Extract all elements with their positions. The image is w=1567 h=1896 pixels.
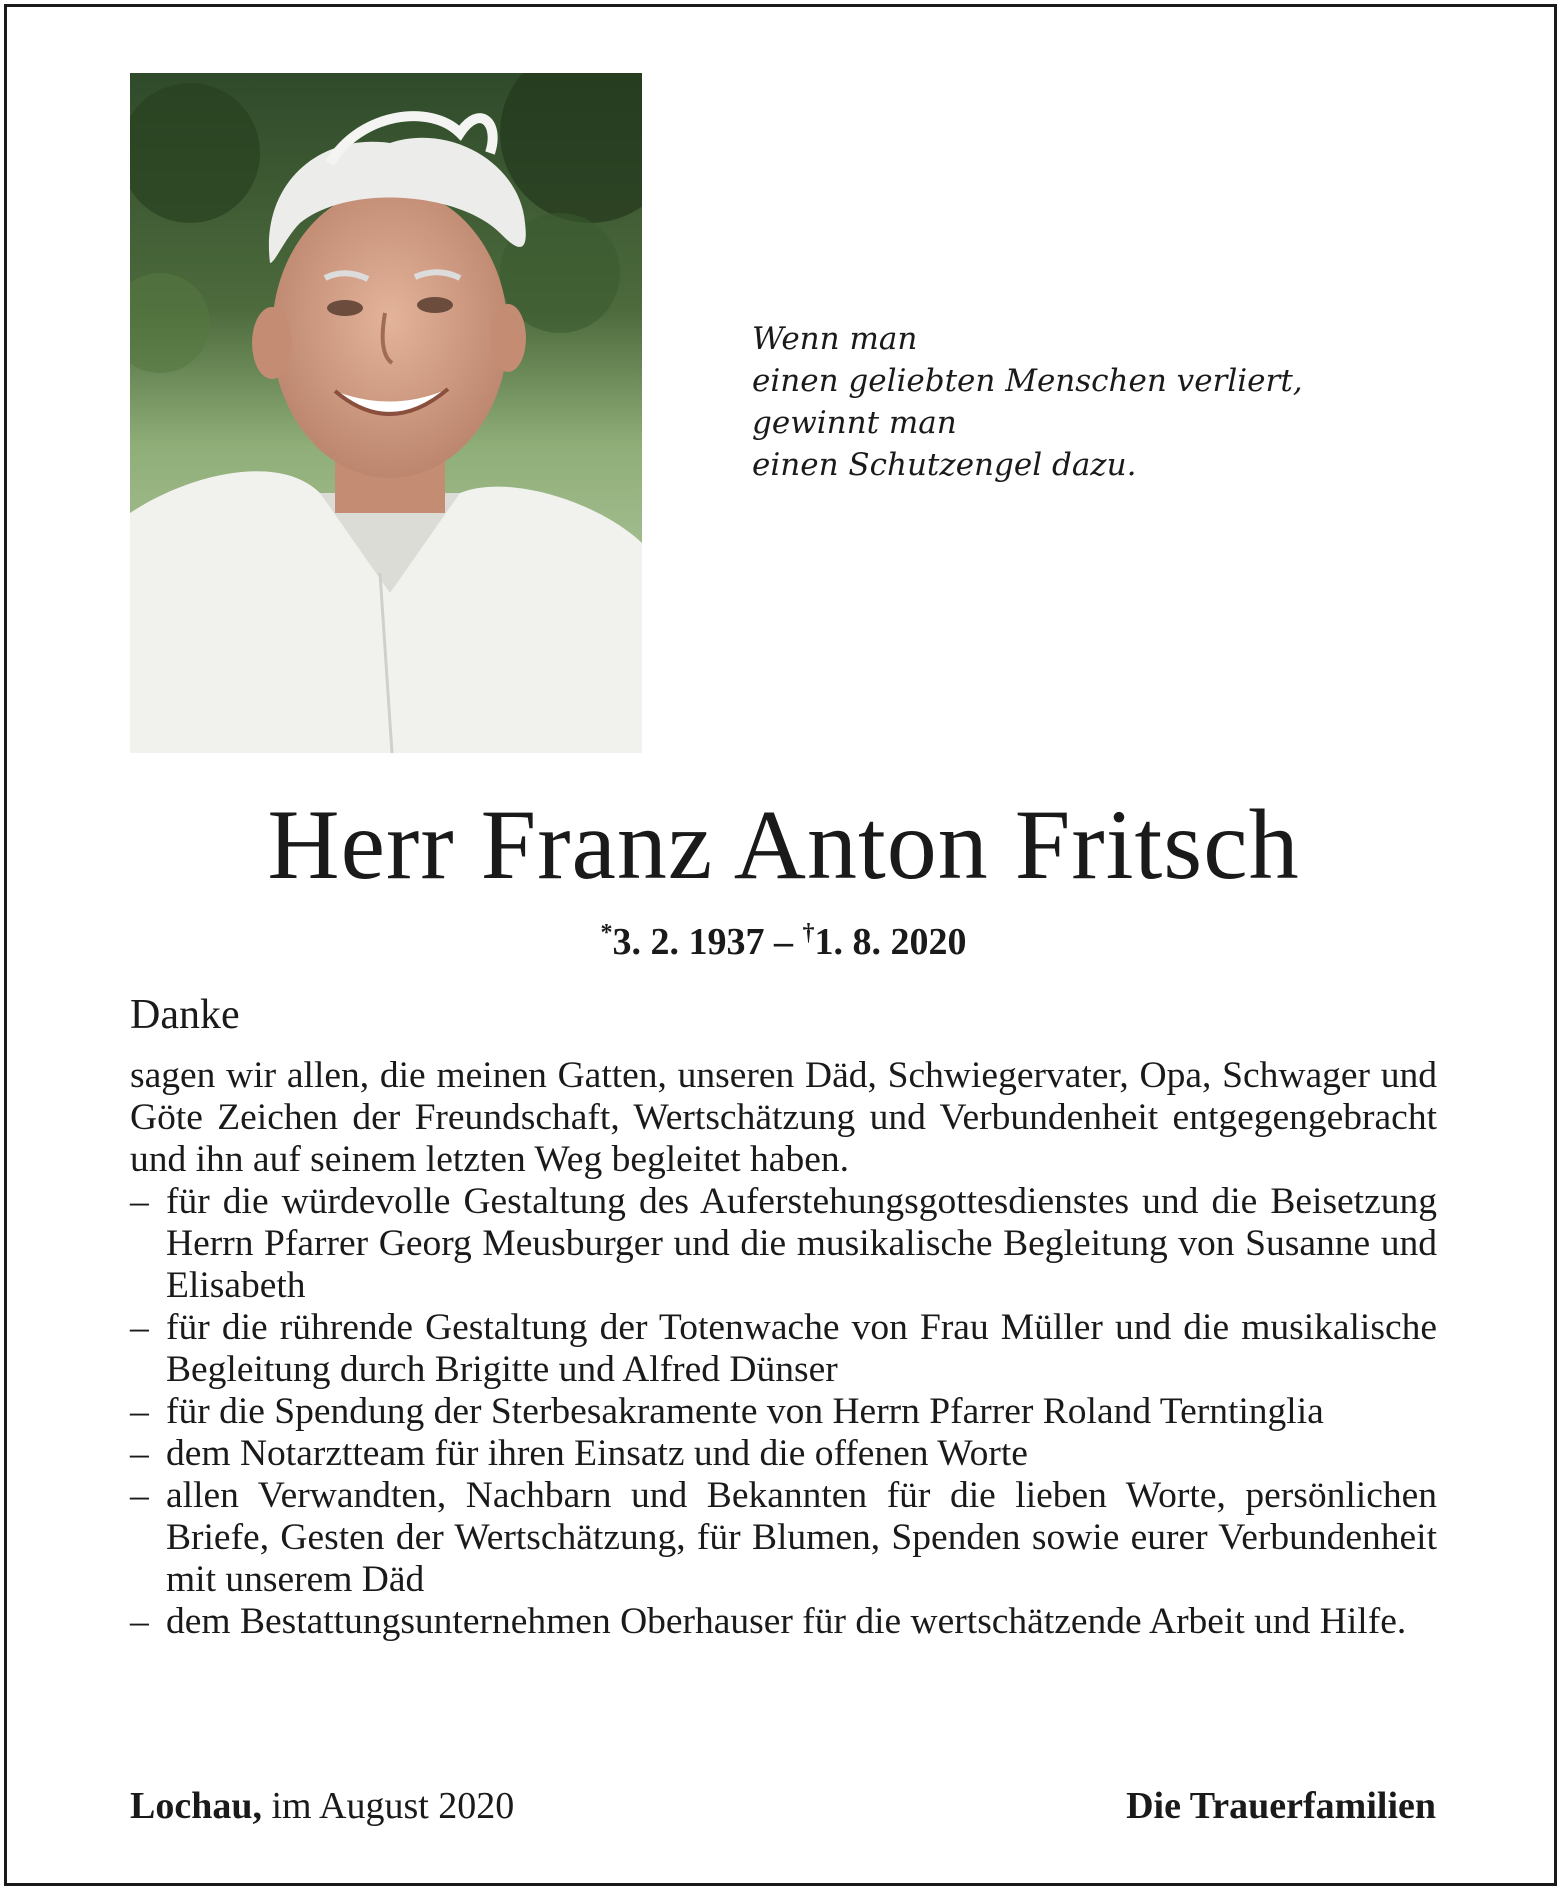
quote-line: einen geliebten Menschen verliert, (752, 363, 1303, 399)
signature: Die Trauerfamilien (1126, 1785, 1436, 1827)
list-item-text: für die würdevolle Gestaltung des Auferstehungsgottesdienstes und die Beisetzung Herrn Pfarrer Georg Meusburger und die musikalische Begleitung von Susanne und Elisabeth (166, 1181, 1437, 1306)
date-separator: – (764, 921, 803, 963)
portrait-image (130, 73, 642, 753)
life-dates (0, 910, 1567, 965)
place-and-date (130, 1783, 514, 1829)
list-item (130, 1307, 1437, 1391)
list-item-text: dem Bestattungsunternehmen Oberhauser für die wertschätzende Arbeit und Hilfe. (166, 1601, 1407, 1642)
list-dash: – (130, 1307, 149, 1348)
death-date: 1. 8. 2020 (814, 921, 967, 963)
list-dash: – (130, 1391, 149, 1432)
deceased-name: Herr Franz Anton Fritsch (267, 789, 1300, 900)
list-item (130, 1601, 1437, 1643)
list-item-text: für die rührende Gestaltung der Totenwache von Frau Müller und die musikalische Begleitung durch Brigitte und Alfred Dünser (166, 1307, 1437, 1390)
thanks-list (130, 1181, 1437, 1643)
quote-line: gewinnt man (752, 405, 957, 441)
list-item (130, 1475, 1437, 1601)
thanks-intro: sagen wir allen, die meinen Gatten, unseren Däd, Schwiegervater, Opa, Schwager und Göte Zeichen der Freundschaft, Wertschätzung und Verbundenheit entgegengebracht und ihn auf seinem letzten Weg begleitet haben. (130, 1055, 1437, 1180)
list-item-text: dem Notarztteam für ihren Einsatz und die offenen Worte (166, 1433, 1028, 1474)
birth-symbol: * (600, 920, 613, 946)
place: Lochau, (130, 1785, 262, 1827)
list-item (130, 1433, 1437, 1475)
list-dash: – (130, 1433, 149, 1474)
list-item (130, 1181, 1437, 1307)
memorial-quote (752, 318, 1303, 486)
list-dash: – (130, 1181, 149, 1222)
quote-line: Wenn man (752, 321, 918, 357)
thanks-heading: Danke (130, 992, 240, 1038)
thanks-body (130, 1055, 1437, 1643)
list-dash: – (130, 1601, 149, 1642)
notice-date: im August 2020 (261, 1785, 515, 1827)
list-dash: – (130, 1475, 149, 1516)
list-item-text: allen Verwandten, Nachbarn und Bekannten für die lieben Worte, persönlichen Briefe, Gesten der Wertschätzung, für Blumen, Spenden sowie eurer Verbundenheit mit unserem Däd (166, 1475, 1437, 1600)
birth-date: 3. 2. 1937 (612, 921, 765, 963)
portrait-photo (130, 73, 642, 753)
death-symbol: † (802, 920, 815, 946)
quote-line: einen Schutzengel dazu. (752, 447, 1137, 483)
list-item (130, 1391, 1437, 1433)
list-item-text: für die Spendung der Sterbesakramente von Herrn Pfarrer Roland Terntinglia (166, 1391, 1324, 1432)
